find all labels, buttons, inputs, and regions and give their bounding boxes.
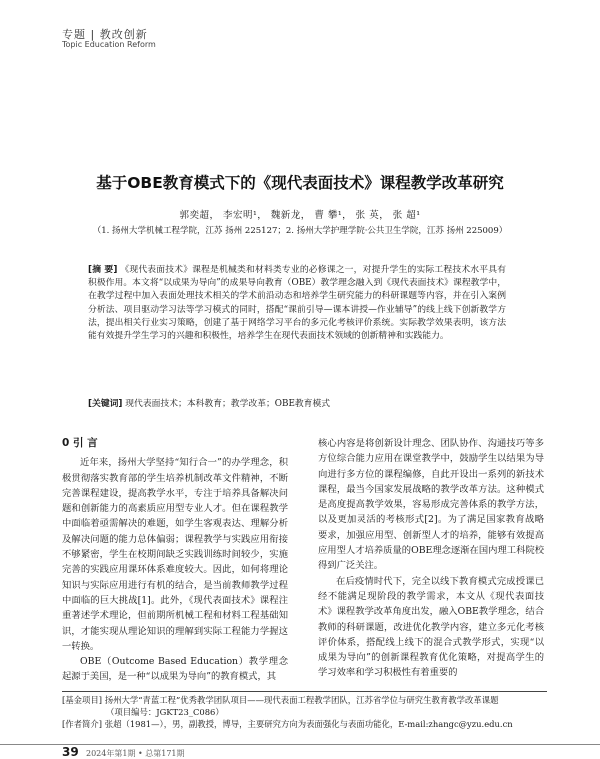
- abstract-label: [摘 要]: [88, 265, 118, 275]
- keywords: [88, 398, 506, 411]
- author-bio-note: [作者简介] 张超（1981—），男，副教授，博导，主要研究方向为表面强化与表面功能化，E-mail:zhangc@yzu.edu.cn: [62, 719, 513, 729]
- paragraph: 核心内容是将创新设计理念、团队协作、沟通技巧等多方位综合能力应用在课堂教学中，鼓励学生以结果为导向进行多方位的课程编修，自此开设出一系列的新技术课程，最当今国家发展战略的教学改革方法。这种模式是高度提高教学效果，容易形成完善体系的教学方法，以及更加灵活的考核形式[2]。为了满足国家教育战略要求，加强应用型、创新型人才的培养，能够有效提高应用型人才培养质量的OBE理念逐渐在国内理工科院校得到广泛关注。: [318, 438, 544, 572]
- journal-column-title: 专题 | 教改创新: [62, 28, 148, 41]
- body-column-left: [62, 436, 288, 685]
- journal-column-subtitle: Topic Education Reform: [62, 40, 156, 49]
- abstract: [88, 264, 506, 343]
- author-affiliations: （1. 扬州大学机械工程学院，江苏 扬州 225127；2. 扬州大学护理学院·公共卫生学院，江苏 扬州 225009）: [92, 226, 508, 236]
- page-footer-divider: [0, 744, 600, 745]
- paragraph: OBE（Outcome Based Education）教学理念起源于美国，是一种“以成果为导向”的教育模式，其: [62, 656, 288, 683]
- journal-issue: 2024年第1期 • 总第171期: [86, 749, 185, 758]
- abstract-text: 《现代表面技术》课程是机械类和材料类专业的必修课之一，对提升学生的实际工程技术水平具有积极作用。本文将“以成果为导向”的成果导向教育（OBE）教学理念融入到《现代表面技术》课程教学中，在教学过程中加入表面处理技术相关的学术前沿动态和培养学生研究能力的科研课题等内容，并在引入案例分析法、项目驱动学习法等学习模式的同时，搭配“课前引导—课本讲授—作业辅导”的线上线下创新教学方法，提出相关行业实习策略，创建了基于网络学习平台的多元化考核评价系统。实际教学效果表明，该方法能有效提升学生学习的兴趣和积极性，培养学生在现代表面技术领域的创新精神和实践能力。: [88, 265, 507, 342]
- fund-note: [基金项目] 扬州大学“青蓝工程”优秀教学团队项目——现代表面工程教学团队，江苏省学位与研究生教育教学改革课题: [62, 695, 499, 705]
- fund-note-project-number: （项目编号：JGKT23_C086）: [106, 707, 224, 717]
- paragraph: 在后疫情时代下，完全以线下教育模式完成授课已经不能满足现阶段的教学需求，本文从《现代表面技术》课程教学改革角度出发，融入OBE教学理念，结合教师的科研课题，改进优化教学内容，建立多元化考核评价体系，搭配线上线下的混合式教学形式，实现“以成果为导向”的创新课程教育优化策略，对提高学生的学习效率和学习积极性有着重要的: [318, 575, 544, 679]
- paragraph: 近年来，扬州大学坚持“知行合一”的办学理念，积极贯彻落实教育部的学生培养机制改革文件精神，不断完善课程建设，提高教学水平，专注于培养具备解决问题和创新能力的高素质应用型专业人才。但在课程教学中面临着亟需解决的难题，如学生客观表达、理解分析及解决问题的能力总体偏弱；课程教学与实践应用衔接不够紧密，学生在校期间缺乏实践训练时间较少，实施完善的实践应用课环体系难度较大。因此，如何将理论知识与实际应用进行有机的结合，是当前教师教学过程中面临的巨大挑战[1]。此外，《现代表面技术》课程注重著述学术理论，但前期所机械工程和材料工程基础知识，才能实现从理论知识的理解到实际工程能力学握这一转换。: [62, 457, 288, 652]
- footnote-divider: [62, 691, 547, 692]
- author-list: 郭奕超， 李宏明¹， 魏新龙， 曹 攀¹， 张 英， 张 超¹: [179, 210, 421, 221]
- keywords-text: 现代表面技术；本科教育；教学改革；OBE教育模式: [125, 399, 331, 409]
- section-heading-introduction: 0 引 言: [62, 437, 98, 449]
- article-title: 基于OBE教育模式下的《现代表面技术》课程教学改革研究: [96, 174, 504, 192]
- page-number: 39: [62, 745, 79, 759]
- keywords-label: [关键词]: [88, 399, 123, 409]
- body-column-right: [318, 436, 544, 681]
